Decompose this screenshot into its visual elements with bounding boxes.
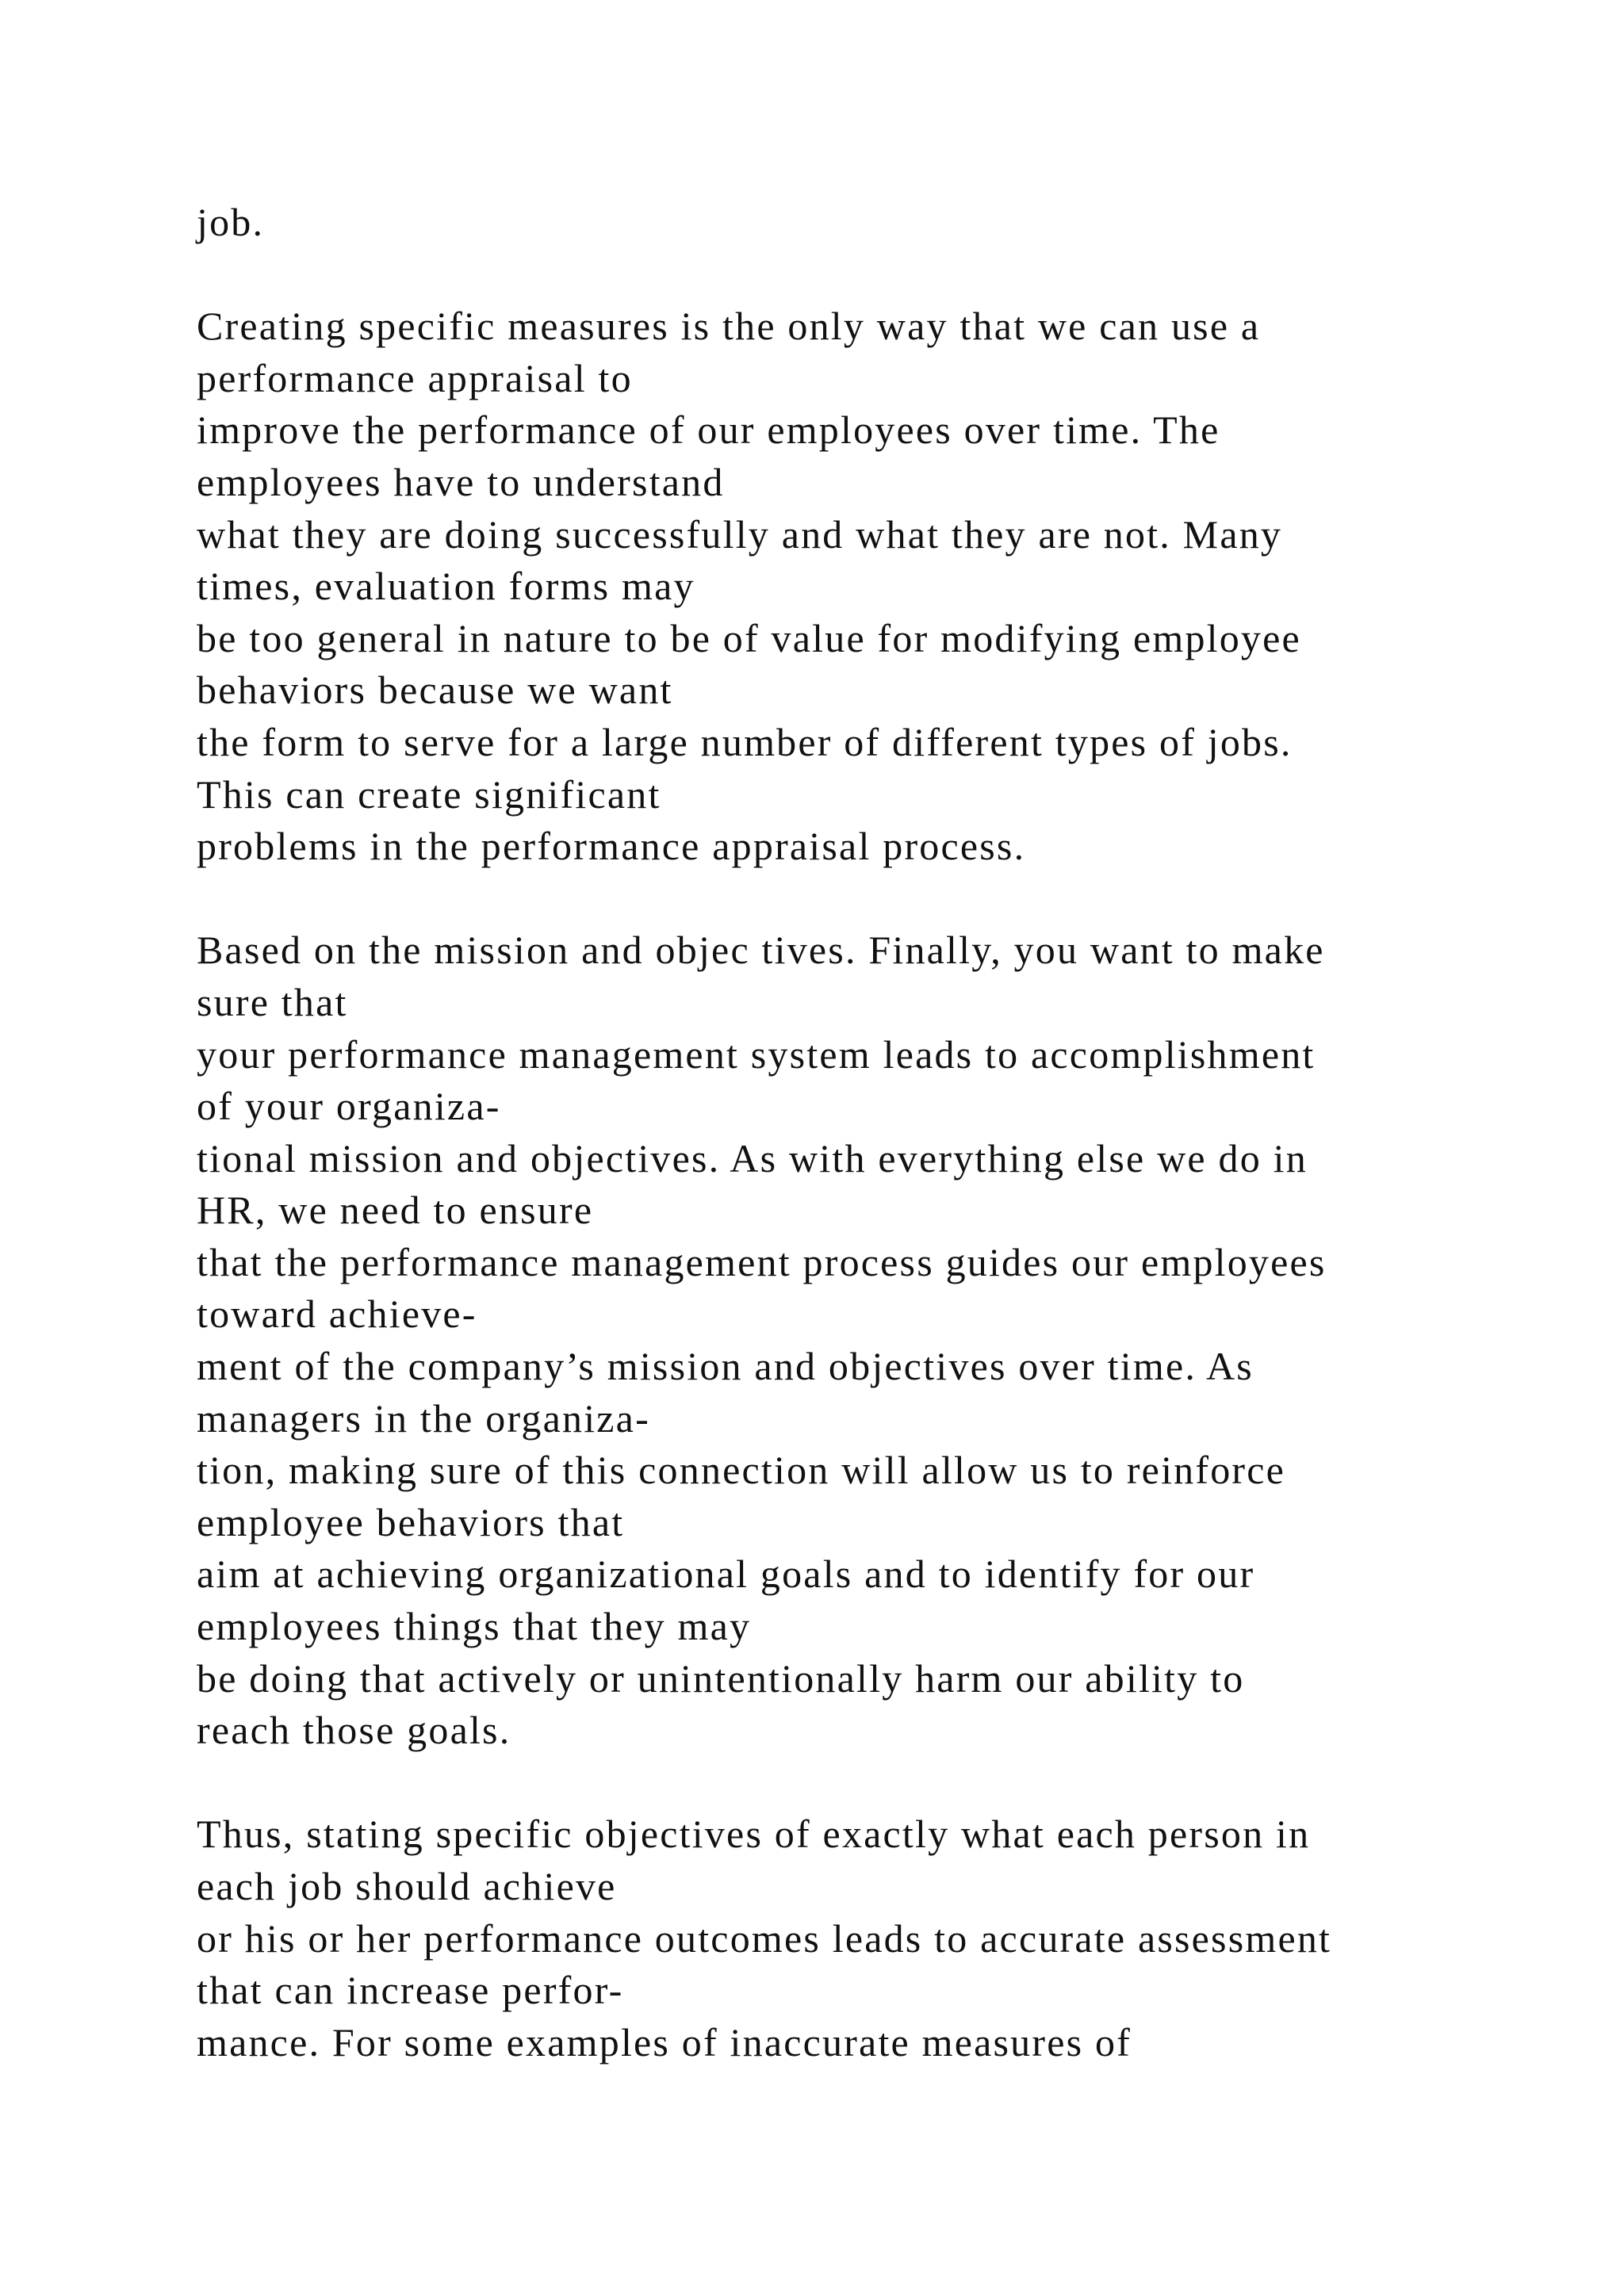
text-line: be too general in nature to be of value for modifying employee [197,615,1301,660]
text-line: of your organiza- [197,1084,501,1129]
text-line: HR, we need to ensure [197,1188,594,1233]
text-line: that the performance management process guides our employees [197,1239,1327,1284]
text-line: improve the performance of our employees over time. The [197,408,1220,453]
text-line: behaviors because we want [197,668,673,713]
text-line: employees have to understand [197,459,725,504]
text-line: Thus, stating specific objectives of exactly what each person in [197,1812,1311,1857]
text-line: that can increase perfor- [197,1968,624,2013]
text-line: performance appraisal to [197,355,633,400]
paragraph-3 [197,924,1545,1757]
text-line: toward achieve- [197,1292,477,1337]
text-line: each job should achieve [197,1864,617,1908]
document-body [197,197,1545,2068]
text-line: times, evaluation forms may [197,564,695,609]
paragraph-1 [197,197,1545,249]
text-line: mance. For some examples of inaccurate measures of [197,2019,1132,2064]
text-line: sure that [197,979,348,1024]
text-line: or his or her performance outcomes leads to accurate assessment [197,1915,1332,1961]
text-line: the form to serve for a large number of different types of jobs. [197,719,1293,764]
text-line: reach those goals. [197,1708,511,1753]
paragraph-break [197,1757,1545,1809]
text-line: problems in the performance appraisal process. [197,824,1026,869]
paragraph-break [197,249,1545,301]
text-line: what they are doing successfully and what they are not. Many [197,511,1283,557]
text-line: managers in the organiza- [197,1395,650,1441]
text-line: aim at achieving organizational goals and to identify for our [197,1552,1255,1597]
text-line: employees things that they may [197,1604,752,1649]
text-line: Creating specific measures is the only way that we can use a [197,304,1261,349]
text-line: Based on the mission and objec tives. Finally, you want to make [197,928,1325,973]
text-line: This can create significant [197,771,661,817]
text-line: job. [197,200,265,244]
text-line: be doing that actively or unintentionally harm our ability to [197,1655,1245,1701]
text-line: employee behaviors that [197,1499,625,1544]
paragraph-break [197,873,1545,925]
paragraph-2 [197,300,1545,873]
text-line: your performance management system leads to accomplishment [197,1031,1316,1077]
text-line: ment of the company’s mission and objectives over time. As [197,1344,1254,1389]
paragraph-4 [197,1808,1545,2068]
text-line: tion, making sure of this connection will allow us to reinforce [197,1448,1286,1493]
text-line: tional mission and objectives. As with everything else we do in [197,1135,1308,1181]
